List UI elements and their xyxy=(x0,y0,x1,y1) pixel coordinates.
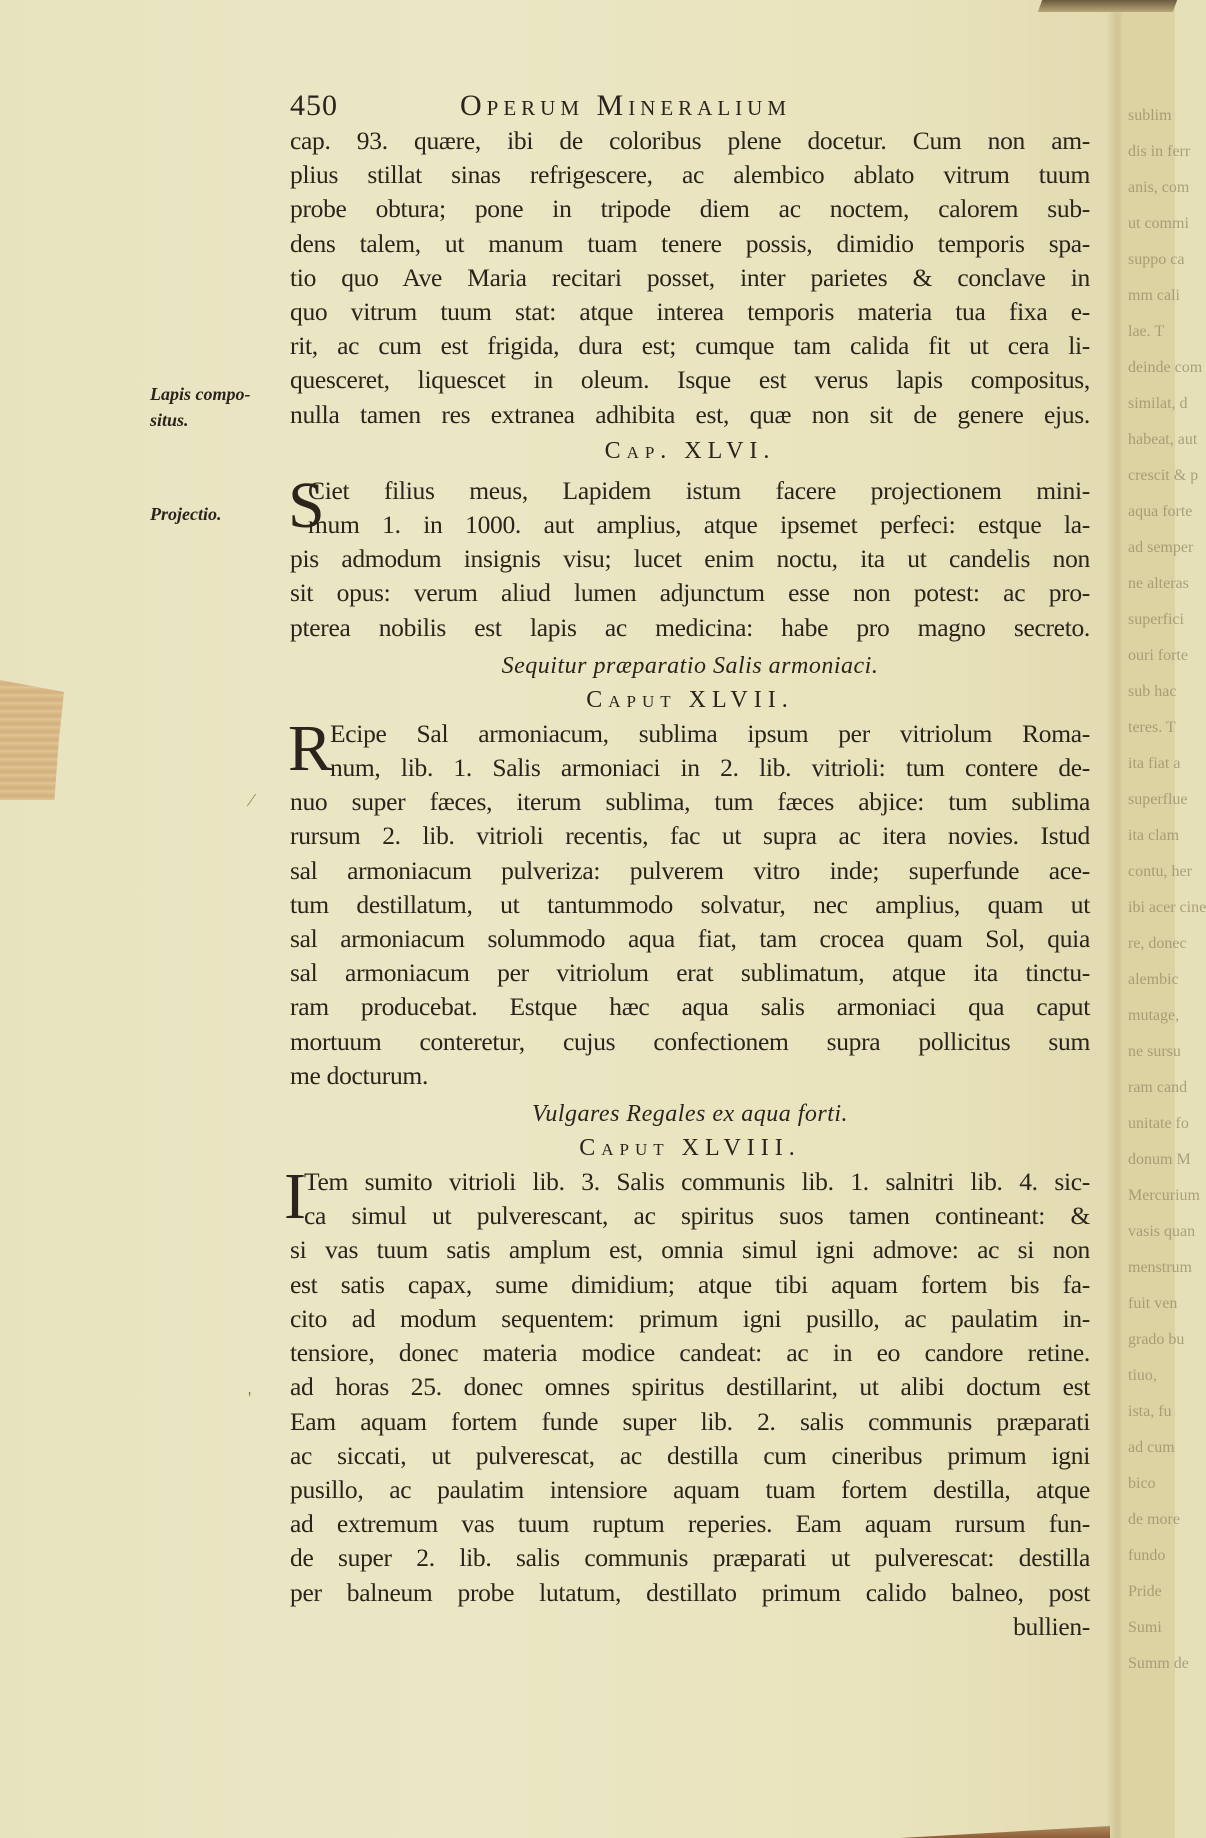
text-line: sal armoniacum per vitriolum erat sublimatum, atque ita tinctu- xyxy=(290,958,1090,988)
text-line: probe obtura; pone in tripode diem ac noctem, calorem sub- xyxy=(290,194,1090,224)
text-line: est satis capax, sume dimidium; atque tibi aquam fortem bis fa- xyxy=(290,1269,1090,1299)
facing-page-fragment: de more xyxy=(1128,1511,1180,1528)
chapter-46-paragraph xyxy=(288,468,1090,645)
text-line: ad horas 25. donec omnes spiritus destillarint, ut alibi doctum est xyxy=(290,1372,1090,1402)
text-line: dens talem, ut manum tuam tenere possis, dimidio temporis spa- xyxy=(290,228,1090,258)
book-top-edge xyxy=(1038,0,1177,12)
text-line: cap. 93. quære, ibi de coloribus plene docetur. Cum non am- xyxy=(290,126,1090,155)
facing-page-fragment: vasis quan xyxy=(1128,1223,1196,1240)
facing-page-fragment: dis in ferr xyxy=(1128,143,1191,160)
text-line: pis admodum insignis visu; lucet enim noctu, ita ut candelis non xyxy=(290,544,1090,574)
text-line: nuo super fæces, iterum sublima, tum fæces abjice: tum sublima xyxy=(290,787,1090,817)
text-line: rursum 2. lib. vitrioli recentis, fac ut supra ac itera novies. Istud xyxy=(290,821,1090,851)
facing-page-fragment: ita fiat a xyxy=(1128,755,1181,772)
drop-cap: S xyxy=(288,468,325,542)
text-line: tensiore, donec materia modice candeat: ac in eo candore retine. xyxy=(290,1338,1090,1368)
text-line: mum 1. in 1000. aut amplius, atque ipsemet perfeci: estque la- xyxy=(308,510,1090,540)
facing-page-fragment: fuit ven xyxy=(1128,1295,1178,1312)
facing-page-fragment: Summ de xyxy=(1128,1655,1189,1672)
facing-page-fragment: ad semper xyxy=(1128,539,1194,556)
text-line: Ecipe Sal armoniacum, sublima ipsum per vitriolum Roma- xyxy=(330,718,1090,748)
chapter-47-paragraph xyxy=(288,711,1090,1093)
facing-page-fragment: bico xyxy=(1128,1475,1156,1492)
facing-page-fragment: alembic xyxy=(1128,971,1179,988)
facing-page-fragment: fundo xyxy=(1128,1547,1166,1564)
text-line: mortuum conteretur, cujus confectionem supra pollicitus sum xyxy=(290,1026,1090,1056)
text-line: Tem sumito vitrioli lib. 3. Salis communis lib. 1. salnitri lib. 4. sic- xyxy=(304,1167,1090,1197)
facing-page-fragment: ram cand xyxy=(1128,1079,1188,1096)
facing-page-fragment: similat, d xyxy=(1128,395,1188,412)
facing-page-fragment: menstrum xyxy=(1128,1259,1192,1276)
chapter-heading-46: Cap. XLVI. xyxy=(604,437,776,464)
facing-page-edge xyxy=(1122,0,1206,1838)
text-line: pusillo, ac paulatim intensiore aquam tuam fortem destilla, atque xyxy=(290,1474,1090,1504)
text-line: ac siccati, ut pulverescat, ac destilla cum cineribus primum igni xyxy=(290,1440,1090,1470)
facing-page-fragment: habeat, aut xyxy=(1128,431,1198,448)
sidenote-projectio: Projectio. xyxy=(150,504,222,524)
facing-page-fragment: ita clam xyxy=(1128,827,1180,844)
text-line: me docturum. xyxy=(290,1060,429,1090)
facing-page-fragment: superfici xyxy=(1128,611,1184,628)
facing-page-fragment: unitate fo xyxy=(1128,1115,1189,1132)
facing-page-fragment: tiuo, xyxy=(1128,1367,1157,1384)
text-line: sal armoniacum solummodo aqua fiat, tam crocea quam Sol, quia xyxy=(290,924,1090,954)
text-line: sal armoniacum pulveriza: pulverem vitro inde; superfunde ace- xyxy=(290,855,1090,885)
text-line: plius stillat sinas refrigescere, ac alembico ablato vitrum tuum xyxy=(290,160,1090,190)
facing-page-fragment: teres. T xyxy=(1128,719,1176,736)
text-line: de super 2. lib. salis communis præparati ut pulverescat: destilla xyxy=(290,1543,1090,1573)
stray-ink-mark: ' xyxy=(248,1388,252,1408)
chapter-48-paragraph xyxy=(284,1160,1090,1644)
facing-page-fragment: ne sursu xyxy=(1128,1043,1181,1060)
text-line: sit opus: verum aliud lumen adjunctum esse non potest: ac pro- xyxy=(290,578,1090,608)
text-line: per balneum probe lutatum, destillato primum calido balneo, post xyxy=(290,1577,1090,1607)
facing-page-fragment: ouri forte xyxy=(1128,647,1188,664)
facing-page-fragment: ad cum xyxy=(1128,1439,1175,1456)
facing-page-fragment: donum M xyxy=(1128,1151,1191,1168)
continuation-paragraph xyxy=(290,124,1090,432)
page-number: 450 xyxy=(290,89,338,122)
text-line: tum destillatum, ut tantummodo solvatur, nec amplius, quam ut xyxy=(290,889,1090,919)
stray-pencil-mark: ⁄ xyxy=(250,790,254,810)
chapter-subtitle-48: Vulgares Regales ex aqua forti. xyxy=(531,1101,849,1128)
facing-page-fragment: ista, fu xyxy=(1128,1403,1172,1420)
text-line: si vas tuum satis amplum est, omnia simul igni admove: ac si non xyxy=(290,1235,1090,1265)
facing-page-fragment: Pride xyxy=(1128,1583,1162,1600)
facing-page-fragment: deinde com xyxy=(1128,359,1203,376)
sidenote-lapis-compositus xyxy=(150,383,251,431)
text-line: num, lib. 1. Salis armoniaci in 2. lib. vitrioli: tum contere de- xyxy=(330,753,1090,783)
facing-page-fragment: sub hac xyxy=(1128,683,1177,700)
chapter-heading-47: Caput XLVII. xyxy=(586,686,794,713)
text-block xyxy=(284,88,1090,1644)
running-title: Operum Mineralium xyxy=(460,89,792,122)
facing-page-fragment: ne alteras xyxy=(1128,575,1189,592)
facing-page-fragment: lae. T xyxy=(1128,323,1165,340)
text-line: Ciet filius meus, Lapidem istum facere projectionem mini- xyxy=(308,475,1090,505)
facing-page-fragment: crescit & p xyxy=(1128,467,1199,484)
text-line: tio quo Ave Maria recitari posset, inter parietes & conclave in xyxy=(290,262,1090,292)
facing-page-fragment: Sumi xyxy=(1128,1619,1162,1636)
text-line: pterea nobilis est lapis ac medicina: habe pro magno secreto. xyxy=(290,612,1090,642)
facing-page-fragment: ibi acer cine xyxy=(1128,899,1206,916)
text-line: quo vitrum tuum stat: atque interea temporis materia tua fixa e- xyxy=(290,297,1090,327)
chapter-heading-48: Caput XLVIII. xyxy=(579,1135,801,1162)
facing-page-fragment: re, donec xyxy=(1128,935,1187,952)
facing-page-fragment: mutage, xyxy=(1128,1007,1180,1024)
text-line: ca simul ut pulverescant, ac spiritus suos tamen contineant: & xyxy=(304,1201,1090,1231)
text-line: ad extremum vas tuum ruptum reperies. Eam aquam rursum fun- xyxy=(290,1509,1090,1539)
facing-page-fragment: ut commi xyxy=(1128,215,1189,232)
text-line: quesceret, liquescet in oleum. Isque est verus lapis compositus, xyxy=(290,365,1090,395)
sidenote-line: Lapis compo- xyxy=(150,384,251,404)
facing-page-fragment: anis, com xyxy=(1128,179,1190,196)
running-head xyxy=(290,88,1090,124)
facing-page-fragment: contu, her xyxy=(1128,863,1192,880)
paper-bookmark-strip xyxy=(0,680,64,800)
facing-page-fragment: superflue xyxy=(1128,791,1188,808)
chapter-subtitle-47: Sequitur præparatio Salis armoniaci. xyxy=(501,652,879,679)
text-line: nulla tamen res extranea adhibita est, quæ non sit de genere ejus. xyxy=(290,399,1090,429)
facing-page-fragment: mm cali xyxy=(1128,287,1180,304)
text-line: rit, ac cum est frigida, dura est; cumque tam calida fit ut cera li- xyxy=(290,331,1090,361)
facing-page-fragment: aqua forte xyxy=(1128,503,1193,520)
facing-page-fragment: Mercurium xyxy=(1128,1187,1200,1204)
text-line: ram producebat. Estque hæc aqua salis armoniaci qua caput xyxy=(290,992,1090,1022)
facing-page-fragment: suppo ca xyxy=(1128,251,1185,268)
facing-page-fragment: grado bu xyxy=(1128,1331,1185,1348)
text-line: cito ad modum sequentem: primum igni pusillo, ac paulatim in- xyxy=(290,1303,1090,1333)
catchword: bullien- xyxy=(1013,1611,1090,1641)
sidenote-line: situs. xyxy=(150,410,189,430)
text-line: Eam aquam fortem funde super lib. 2. salis communis præparati xyxy=(290,1406,1090,1436)
drop-cap: R xyxy=(288,711,333,785)
drop-cap: I xyxy=(284,1160,306,1234)
facing-page-fragment: sublim xyxy=(1128,107,1172,124)
